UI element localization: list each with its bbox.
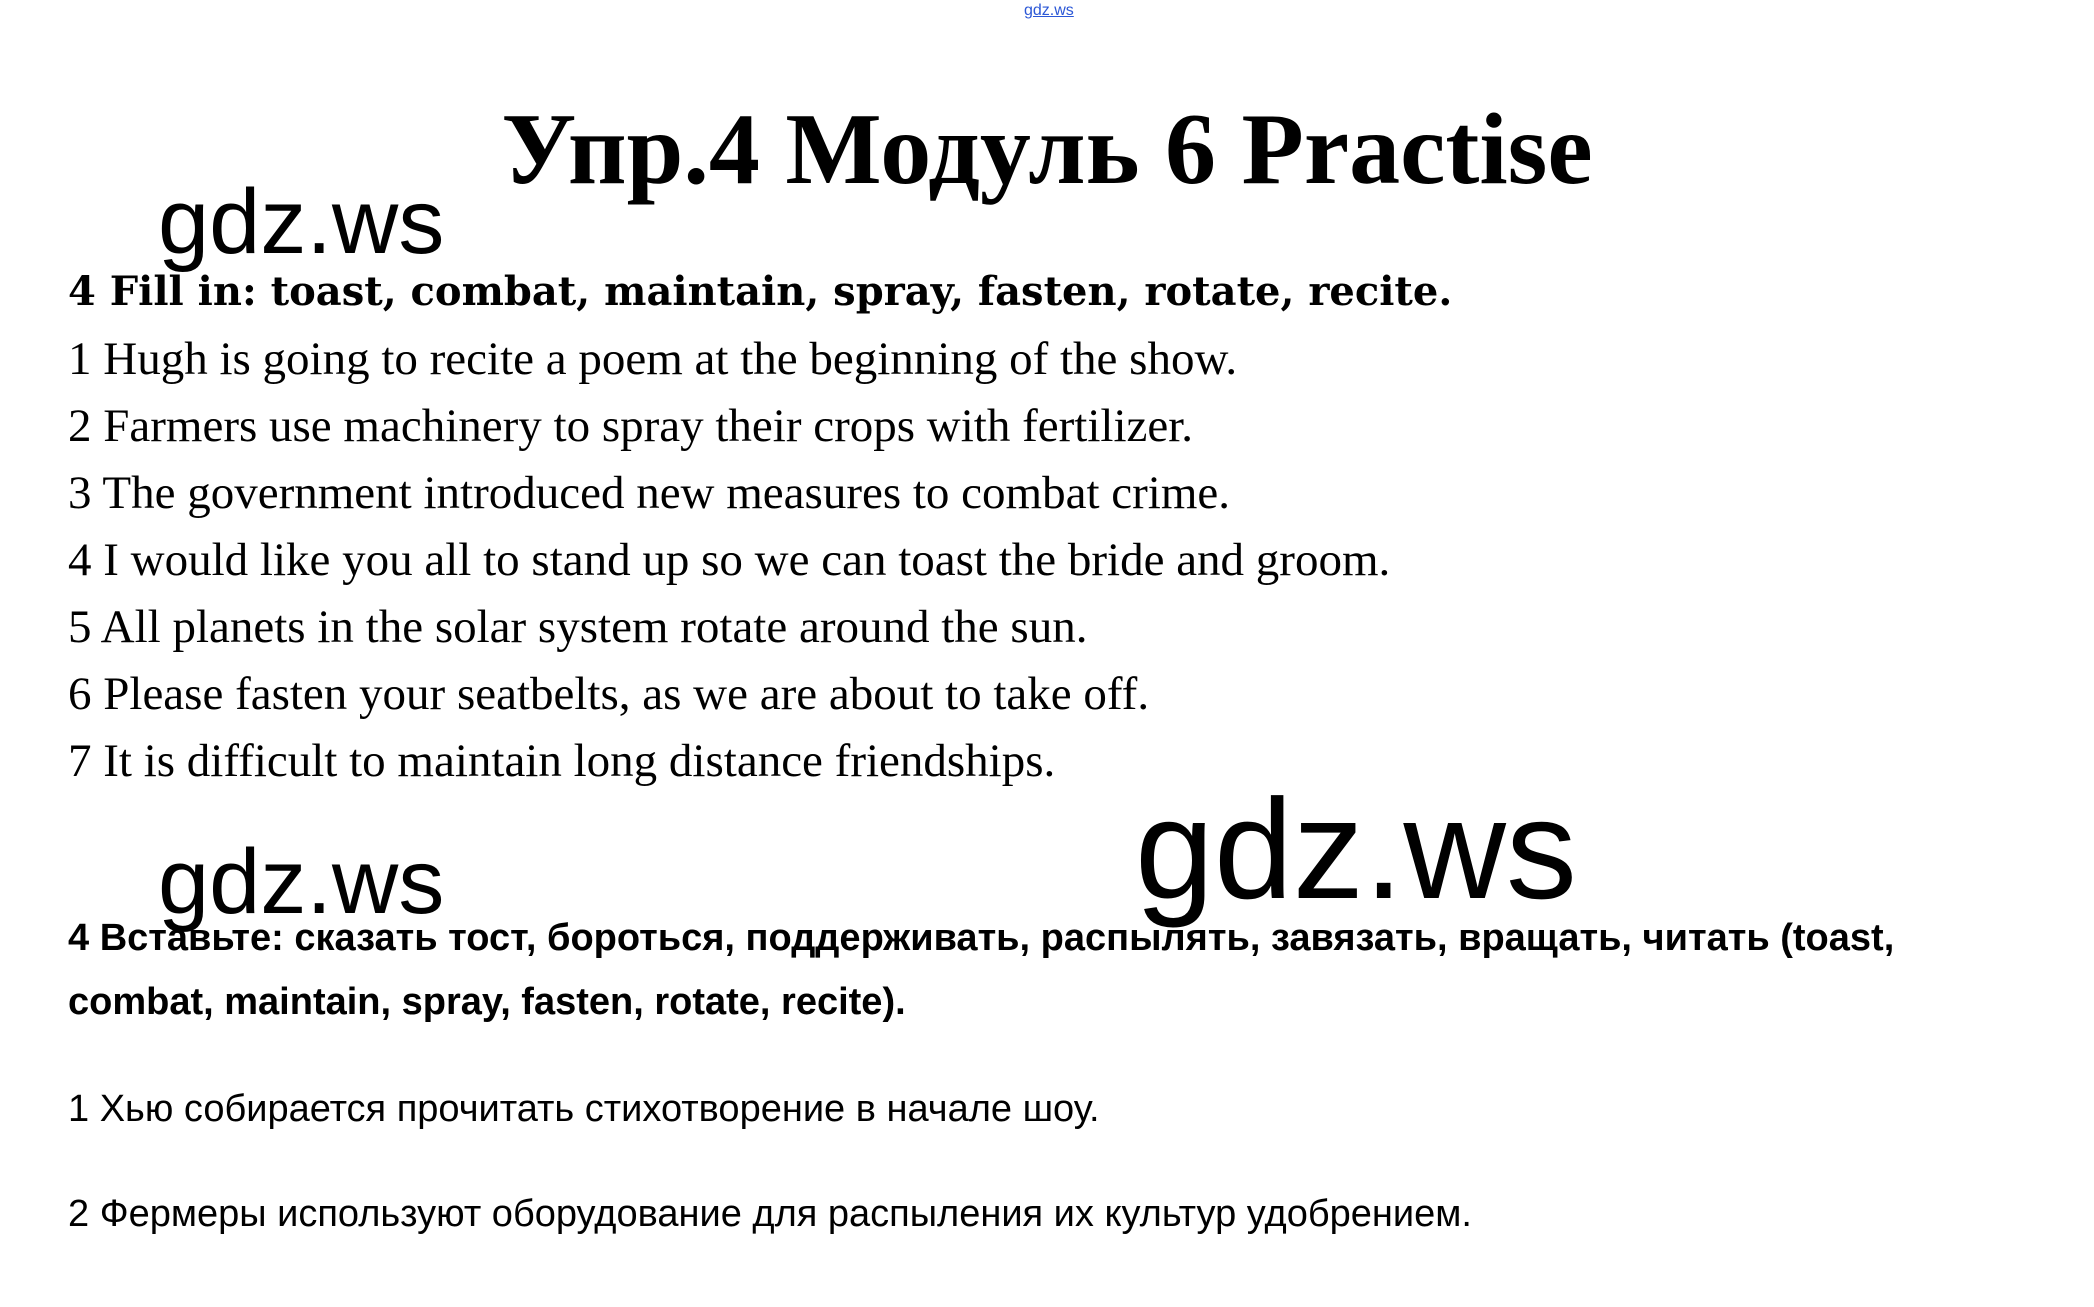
top-watermark-link: gdz.ws [1024, 2, 1074, 19]
watermark: gdz.ws [1135, 770, 1577, 929]
sentence-english: 5 All planets in the solar system rotate around the sun. [68, 601, 1088, 653]
page-title: Упр.4 Модуль 6 Practise [501, 93, 1593, 206]
sentence-english: 7 It is difficult to maintain long distance friendships. [68, 735, 1056, 787]
exercise-heading-russian: 4 Вставьте: сказать тост, бороться, поддерживать, распылять, завязать, вращать, читать (toast, combat, maintain, spray, fasten, rotate, recite). [68, 917, 1895, 1023]
sentence-english: 4 I would like you all to stand up so we can toast the bride and groom. [68, 534, 1391, 586]
sentence-english: 1 Hugh is going to recite a poem at the beginning of the show. [68, 333, 1238, 385]
sentence-english: 6 Please fasten your seatbelts, as we are about to take off. [68, 668, 1150, 720]
watermark: gdz.ws [158, 171, 445, 273]
sentence-russian: 1 Хью собирается прочитать стихотворение в начале шоу. [68, 1088, 1100, 1130]
watermark: gdz.ws [158, 831, 445, 933]
sentence-english: 2 Farmers use machinery to spray their crops with fertilizer. [68, 400, 1194, 452]
sentence-english: 3 The government introduced new measures to combat crime. [68, 467, 1231, 519]
sentence-russian: 2 Фермеры используют оборудование для распыления их культур удобрением. [68, 1193, 1472, 1235]
exercise-heading-english: 4 Fill in: toast, combat, maintain, spray, fasten, rotate, recite. [68, 268, 1453, 315]
